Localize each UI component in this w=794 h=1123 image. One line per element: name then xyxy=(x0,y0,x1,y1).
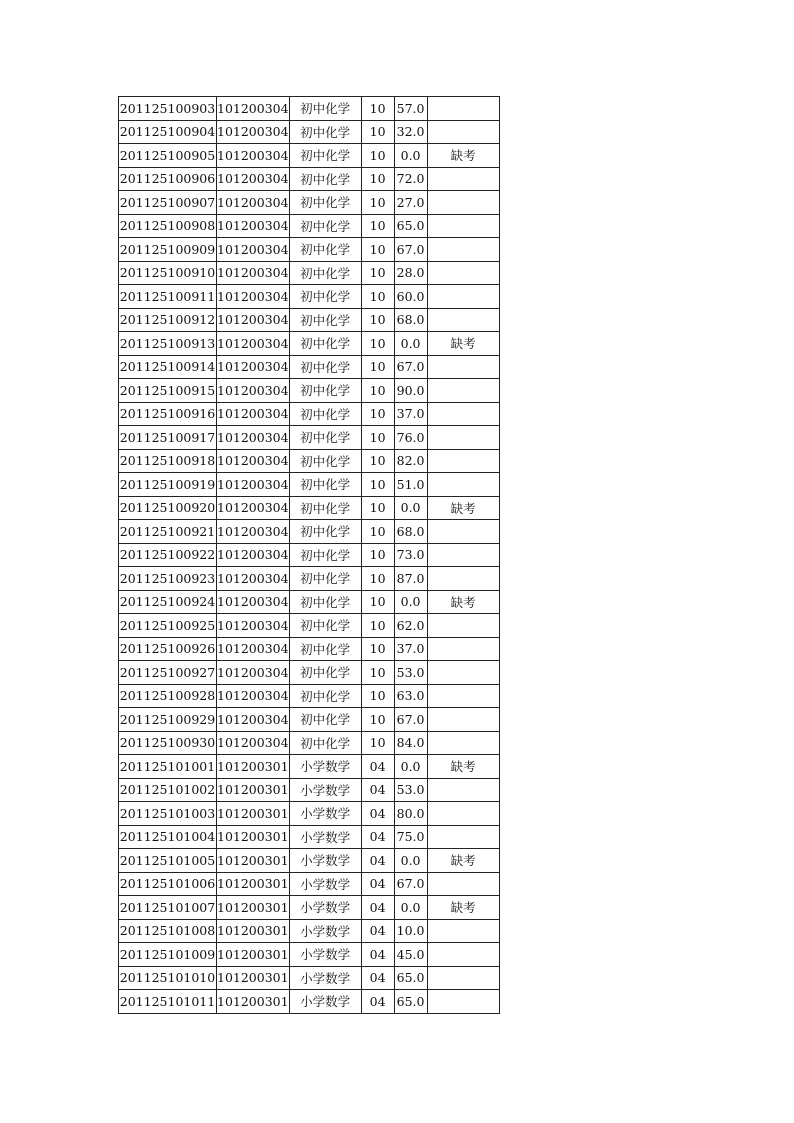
remark-cell xyxy=(427,191,499,215)
exam-number-cell: 201125100919 xyxy=(119,473,217,497)
exam-number-cell: 201125100915 xyxy=(119,379,217,403)
table-row xyxy=(119,97,500,121)
exam-number-cell: 201125100912 xyxy=(119,308,217,332)
exam-number-cell: 201125100905 xyxy=(119,144,217,168)
subject-code-cell: 101200301 xyxy=(217,919,290,943)
table-row xyxy=(119,590,500,614)
score-cell: 37.0 xyxy=(394,637,427,661)
subject-name-cell: 初中化学 xyxy=(289,308,361,332)
exam-number-cell: 201125101007 xyxy=(119,896,217,920)
table-row xyxy=(119,214,500,238)
subject-code-cell: 101200304 xyxy=(217,285,290,309)
remark-cell xyxy=(427,708,499,732)
exam-number-cell: 201125100916 xyxy=(119,402,217,426)
subject-code-cell: 101200304 xyxy=(217,731,290,755)
class-code-cell: 10 xyxy=(361,473,394,497)
class-code-cell: 10 xyxy=(361,191,394,215)
exam-number-cell: 201125101011 xyxy=(119,990,217,1014)
subject-name-cell: 初中化学 xyxy=(289,214,361,238)
subject-name-cell: 初中化学 xyxy=(289,144,361,168)
class-code-cell: 04 xyxy=(361,802,394,826)
exam-number-cell: 201125100925 xyxy=(119,614,217,638)
class-code-cell: 04 xyxy=(361,755,394,779)
table-row xyxy=(119,919,500,943)
table-row xyxy=(119,426,500,450)
score-cell: 65.0 xyxy=(394,214,427,238)
table-row xyxy=(119,825,500,849)
subject-code-cell: 101200301 xyxy=(217,778,290,802)
table-row xyxy=(119,731,500,755)
subject-code-cell: 101200304 xyxy=(217,449,290,473)
subject-code-cell: 101200304 xyxy=(217,496,290,520)
subject-name-cell: 初中化学 xyxy=(289,379,361,403)
class-code-cell: 10 xyxy=(361,120,394,144)
score-cell: 68.0 xyxy=(394,308,427,332)
table-row xyxy=(119,684,500,708)
subject-name-cell: 初中化学 xyxy=(289,402,361,426)
subject-code-cell: 101200304 xyxy=(217,238,290,262)
score-cell: 84.0 xyxy=(394,731,427,755)
class-code-cell: 10 xyxy=(361,97,394,121)
subject-name-cell: 初中化学 xyxy=(289,167,361,191)
subject-code-cell: 101200304 xyxy=(217,590,290,614)
subject-name-cell: 小学数学 xyxy=(289,872,361,896)
exam-number-cell: 201125100920 xyxy=(119,496,217,520)
subject-code-cell: 101200304 xyxy=(217,120,290,144)
subject-code-cell: 101200304 xyxy=(217,332,290,356)
subject-name-cell: 初中化学 xyxy=(289,332,361,356)
exam-number-cell: 201125101009 xyxy=(119,943,217,967)
remark-cell xyxy=(427,120,499,144)
table-row xyxy=(119,778,500,802)
score-table-body xyxy=(119,97,500,1014)
table-row xyxy=(119,966,500,990)
score-cell: 65.0 xyxy=(394,990,427,1014)
subject-code-cell: 101200301 xyxy=(217,896,290,920)
score-cell: 10.0 xyxy=(394,919,427,943)
subject-code-cell: 101200304 xyxy=(217,543,290,567)
subject-name-cell: 小学数学 xyxy=(289,755,361,779)
subject-name-cell: 小学数学 xyxy=(289,802,361,826)
subject-code-cell: 101200301 xyxy=(217,802,290,826)
subject-name-cell: 初中化学 xyxy=(289,120,361,144)
class-code-cell: 04 xyxy=(361,778,394,802)
class-code-cell: 10 xyxy=(361,355,394,379)
table-row xyxy=(119,379,500,403)
table-row xyxy=(119,285,500,309)
class-code-cell: 10 xyxy=(361,426,394,450)
table-row xyxy=(119,355,500,379)
subject-name-cell: 初中化学 xyxy=(289,708,361,732)
subject-code-cell: 101200301 xyxy=(217,966,290,990)
table-row xyxy=(119,332,500,356)
subject-code-cell: 101200301 xyxy=(217,943,290,967)
table-row xyxy=(119,755,500,779)
subject-code-cell: 101200304 xyxy=(217,567,290,591)
table-row xyxy=(119,167,500,191)
subject-name-cell: 小学数学 xyxy=(289,778,361,802)
table-row xyxy=(119,402,500,426)
class-code-cell: 04 xyxy=(361,825,394,849)
remark-cell: 缺考 xyxy=(427,755,499,779)
score-cell: 53.0 xyxy=(394,778,427,802)
remark-cell xyxy=(427,214,499,238)
remark-cell xyxy=(427,731,499,755)
class-code-cell: 10 xyxy=(361,590,394,614)
exam-number-cell: 201125100908 xyxy=(119,214,217,238)
table-row xyxy=(119,872,500,896)
remark-cell xyxy=(427,614,499,638)
remark-cell: 缺考 xyxy=(427,496,499,520)
remark-cell xyxy=(427,684,499,708)
remark-cell: 缺考 xyxy=(427,144,499,168)
exam-number-cell: 201125100918 xyxy=(119,449,217,473)
score-cell: 0.0 xyxy=(394,144,427,168)
subject-code-cell: 101200301 xyxy=(217,990,290,1014)
score-cell: 62.0 xyxy=(394,614,427,638)
remark-cell xyxy=(427,473,499,497)
score-table xyxy=(118,96,500,1014)
class-code-cell: 04 xyxy=(361,849,394,873)
remark-cell xyxy=(427,637,499,661)
table-row xyxy=(119,144,500,168)
subject-name-cell: 小学数学 xyxy=(289,966,361,990)
subject-name-cell: 初中化学 xyxy=(289,496,361,520)
table-row xyxy=(119,120,500,144)
exam-number-cell: 201125100914 xyxy=(119,355,217,379)
score-cell: 0.0 xyxy=(394,590,427,614)
remark-cell xyxy=(427,943,499,967)
subject-code-cell: 101200304 xyxy=(217,191,290,215)
remark-cell xyxy=(427,661,499,685)
class-code-cell: 10 xyxy=(361,167,394,191)
table-row xyxy=(119,191,500,215)
class-code-cell: 10 xyxy=(361,543,394,567)
class-code-cell: 04 xyxy=(361,943,394,967)
subject-code-cell: 101200304 xyxy=(217,144,290,168)
subject-name-cell: 小学数学 xyxy=(289,990,361,1014)
score-cell: 67.0 xyxy=(394,355,427,379)
class-code-cell: 10 xyxy=(361,402,394,426)
subject-code-cell: 101200301 xyxy=(217,825,290,849)
exam-number-cell: 201125100917 xyxy=(119,426,217,450)
score-cell: 68.0 xyxy=(394,520,427,544)
subject-code-cell: 101200301 xyxy=(217,872,290,896)
score-cell: 76.0 xyxy=(394,426,427,450)
exam-number-cell: 201125100903 xyxy=(119,97,217,121)
class-code-cell: 04 xyxy=(361,896,394,920)
subject-code-cell: 101200304 xyxy=(217,97,290,121)
class-code-cell: 10 xyxy=(361,144,394,168)
remark-cell xyxy=(427,802,499,826)
exam-number-cell: 201125100904 xyxy=(119,120,217,144)
table-row xyxy=(119,802,500,826)
remark-cell xyxy=(427,379,499,403)
subject-code-cell: 101200304 xyxy=(217,308,290,332)
exam-number-cell: 201125100921 xyxy=(119,520,217,544)
exam-number-cell: 201125100929 xyxy=(119,708,217,732)
class-code-cell: 04 xyxy=(361,872,394,896)
subject-name-cell: 初中化学 xyxy=(289,731,361,755)
exam-number-cell: 201125101003 xyxy=(119,802,217,826)
score-cell: 90.0 xyxy=(394,379,427,403)
subject-name-cell: 初中化学 xyxy=(289,449,361,473)
table-row xyxy=(119,567,500,591)
remark-cell xyxy=(427,966,499,990)
remark-cell: 缺考 xyxy=(427,896,499,920)
remark-cell xyxy=(427,919,499,943)
score-cell: 53.0 xyxy=(394,661,427,685)
subject-name-cell: 初中化学 xyxy=(289,473,361,497)
subject-name-cell: 初中化学 xyxy=(289,637,361,661)
subject-name-cell: 初中化学 xyxy=(289,238,361,262)
exam-number-cell: 201125101005 xyxy=(119,849,217,873)
score-cell: 67.0 xyxy=(394,238,427,262)
remark-cell xyxy=(427,238,499,262)
remark-cell xyxy=(427,567,499,591)
exam-number-cell: 201125100930 xyxy=(119,731,217,755)
score-cell: 32.0 xyxy=(394,120,427,144)
exam-number-cell: 201125100913 xyxy=(119,332,217,356)
score-cell: 0.0 xyxy=(394,896,427,920)
exam-number-cell: 201125100911 xyxy=(119,285,217,309)
score-cell: 75.0 xyxy=(394,825,427,849)
subject-name-cell: 小学数学 xyxy=(289,943,361,967)
class-code-cell: 10 xyxy=(361,637,394,661)
class-code-cell: 10 xyxy=(361,684,394,708)
class-code-cell: 10 xyxy=(361,238,394,262)
remark-cell xyxy=(427,990,499,1014)
score-cell: 63.0 xyxy=(394,684,427,708)
remark-cell xyxy=(427,449,499,473)
subject-name-cell: 初中化学 xyxy=(289,567,361,591)
score-cell: 87.0 xyxy=(394,567,427,591)
exam-number-cell: 201125101006 xyxy=(119,872,217,896)
subject-code-cell: 101200304 xyxy=(217,214,290,238)
score-cell: 80.0 xyxy=(394,802,427,826)
exam-number-cell: 201125101008 xyxy=(119,919,217,943)
class-code-cell: 04 xyxy=(361,919,394,943)
score-cell: 28.0 xyxy=(394,261,427,285)
exam-number-cell: 201125100922 xyxy=(119,543,217,567)
subject-code-cell: 101200304 xyxy=(217,520,290,544)
class-code-cell: 10 xyxy=(361,520,394,544)
score-cell: 57.0 xyxy=(394,97,427,121)
subject-code-cell: 101200304 xyxy=(217,261,290,285)
score-cell: 0.0 xyxy=(394,849,427,873)
exam-number-cell: 201125101001 xyxy=(119,755,217,779)
table-row xyxy=(119,449,500,473)
table-row xyxy=(119,896,500,920)
score-cell: 0.0 xyxy=(394,496,427,520)
subject-name-cell: 小学数学 xyxy=(289,825,361,849)
score-cell: 67.0 xyxy=(394,708,427,732)
score-cell: 60.0 xyxy=(394,285,427,309)
subject-name-cell: 初中化学 xyxy=(289,355,361,379)
table-row xyxy=(119,661,500,685)
subject-name-cell: 初中化学 xyxy=(289,97,361,121)
remark-cell xyxy=(427,97,499,121)
exam-number-cell: 201125100928 xyxy=(119,684,217,708)
class-code-cell: 10 xyxy=(361,214,394,238)
exam-number-cell: 201125100923 xyxy=(119,567,217,591)
class-code-cell: 10 xyxy=(361,731,394,755)
exam-number-cell: 201125101010 xyxy=(119,966,217,990)
subject-code-cell: 101200304 xyxy=(217,708,290,732)
table-row xyxy=(119,238,500,262)
table-row xyxy=(119,261,500,285)
table-row xyxy=(119,473,500,497)
subject-code-cell: 101200304 xyxy=(217,473,290,497)
exam-number-cell: 201125100907 xyxy=(119,191,217,215)
subject-name-cell: 初中化学 xyxy=(289,661,361,685)
exam-number-cell: 201125100926 xyxy=(119,637,217,661)
exam-number-cell: 201125100924 xyxy=(119,590,217,614)
table-row xyxy=(119,990,500,1014)
score-cell: 67.0 xyxy=(394,872,427,896)
class-code-cell: 10 xyxy=(361,661,394,685)
remark-cell xyxy=(427,520,499,544)
subject-name-cell: 初中化学 xyxy=(289,520,361,544)
remark-cell: 缺考 xyxy=(427,849,499,873)
subject-name-cell: 小学数学 xyxy=(289,919,361,943)
subject-code-cell: 101200304 xyxy=(217,637,290,661)
exam-number-cell: 201125100927 xyxy=(119,661,217,685)
remark-cell xyxy=(427,355,499,379)
table-row xyxy=(119,543,500,567)
class-code-cell: 10 xyxy=(361,261,394,285)
class-code-cell: 10 xyxy=(361,449,394,473)
class-code-cell: 04 xyxy=(361,990,394,1014)
subject-code-cell: 101200304 xyxy=(217,684,290,708)
remark-cell: 缺考 xyxy=(427,332,499,356)
exam-number-cell: 201125100909 xyxy=(119,238,217,262)
exam-number-cell: 201125100906 xyxy=(119,167,217,191)
score-cell: 27.0 xyxy=(394,191,427,215)
class-code-cell: 10 xyxy=(361,614,394,638)
subject-name-cell: 初中化学 xyxy=(289,590,361,614)
subject-name-cell: 初中化学 xyxy=(289,285,361,309)
subject-name-cell: 小学数学 xyxy=(289,849,361,873)
score-cell: 0.0 xyxy=(394,332,427,356)
subject-name-cell: 小学数学 xyxy=(289,896,361,920)
subject-code-cell: 101200301 xyxy=(217,755,290,779)
remark-cell xyxy=(427,167,499,191)
score-cell: 73.0 xyxy=(394,543,427,567)
score-cell: 45.0 xyxy=(394,943,427,967)
remark-cell xyxy=(427,402,499,426)
remark-cell xyxy=(427,872,499,896)
table-row xyxy=(119,637,500,661)
score-cell: 37.0 xyxy=(394,402,427,426)
score-cell: 72.0 xyxy=(394,167,427,191)
subject-name-cell: 初中化学 xyxy=(289,191,361,215)
subject-name-cell: 初中化学 xyxy=(289,614,361,638)
class-code-cell: 10 xyxy=(361,708,394,732)
remark-cell xyxy=(427,778,499,802)
exam-number-cell: 201125101004 xyxy=(119,825,217,849)
subject-name-cell: 初中化学 xyxy=(289,543,361,567)
class-code-cell: 10 xyxy=(361,567,394,591)
subject-code-cell: 101200304 xyxy=(217,614,290,638)
class-code-cell: 10 xyxy=(361,379,394,403)
subject-code-cell: 101200304 xyxy=(217,379,290,403)
score-cell: 51.0 xyxy=(394,473,427,497)
subject-code-cell: 101200304 xyxy=(217,661,290,685)
remark-cell xyxy=(427,285,499,309)
table-row xyxy=(119,308,500,332)
remark-cell xyxy=(427,825,499,849)
remark-cell: 缺考 xyxy=(427,590,499,614)
class-code-cell: 10 xyxy=(361,332,394,356)
exam-number-cell: 201125101002 xyxy=(119,778,217,802)
class-code-cell: 10 xyxy=(361,496,394,520)
remark-cell xyxy=(427,308,499,332)
table-row xyxy=(119,708,500,732)
subject-code-cell: 101200304 xyxy=(217,426,290,450)
table-row xyxy=(119,496,500,520)
subject-name-cell: 初中化学 xyxy=(289,684,361,708)
table-row xyxy=(119,943,500,967)
subject-code-cell: 101200301 xyxy=(217,849,290,873)
class-code-cell: 04 xyxy=(361,966,394,990)
class-code-cell: 10 xyxy=(361,285,394,309)
subject-code-cell: 101200304 xyxy=(217,167,290,191)
remark-cell xyxy=(427,261,499,285)
score-cell: 65.0 xyxy=(394,966,427,990)
remark-cell xyxy=(427,426,499,450)
table-row xyxy=(119,520,500,544)
score-cell: 0.0 xyxy=(394,755,427,779)
subject-code-cell: 101200304 xyxy=(217,355,290,379)
subject-name-cell: 初中化学 xyxy=(289,261,361,285)
table-row xyxy=(119,614,500,638)
score-cell: 82.0 xyxy=(394,449,427,473)
subject-name-cell: 初中化学 xyxy=(289,426,361,450)
class-code-cell: 10 xyxy=(361,308,394,332)
subject-code-cell: 101200304 xyxy=(217,402,290,426)
table-row xyxy=(119,849,500,873)
exam-number-cell: 201125100910 xyxy=(119,261,217,285)
remark-cell xyxy=(427,543,499,567)
